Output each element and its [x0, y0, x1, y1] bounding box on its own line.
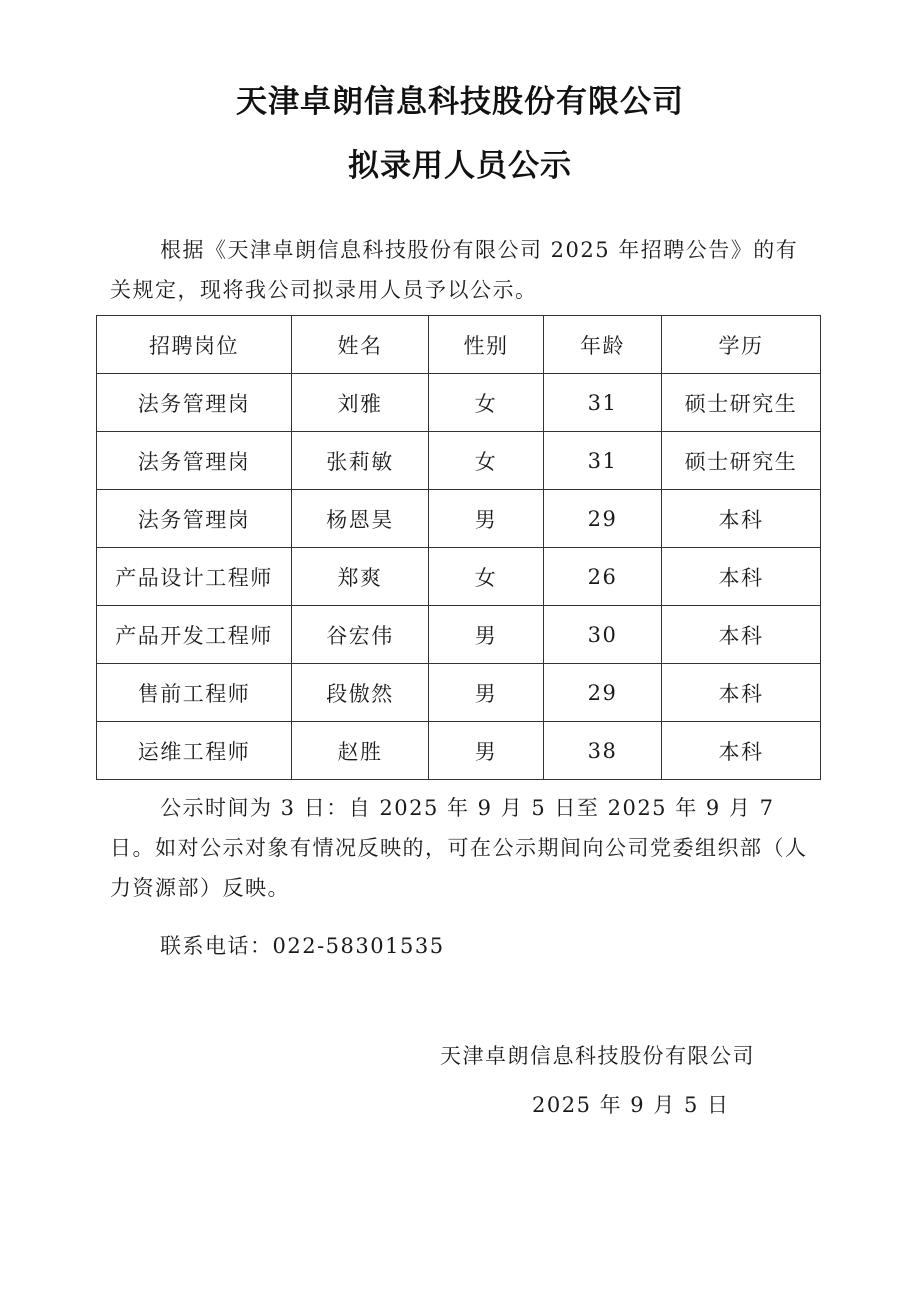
cell-name: 张莉敏 — [292, 432, 429, 490]
header-position: 招聘岗位 — [97, 316, 292, 374]
cell-position: 运维工程师 — [97, 722, 292, 780]
table-header-row — [97, 316, 821, 374]
cell-position: 售前工程师 — [97, 664, 292, 722]
table-row — [97, 606, 821, 664]
cell-education: 本科 — [662, 490, 821, 548]
header-gender: 性别 — [429, 316, 544, 374]
header-education: 学历 — [662, 316, 821, 374]
header-age: 年龄 — [544, 316, 662, 374]
table-row — [97, 548, 821, 606]
cell-gender: 女 — [429, 374, 544, 432]
table-row — [97, 490, 821, 548]
cell-education: 本科 — [662, 606, 821, 664]
cell-position: 法务管理岗 — [97, 432, 292, 490]
cell-age: 38 — [544, 722, 662, 780]
table-row — [97, 432, 821, 490]
table-row — [97, 664, 821, 722]
cell-education: 本科 — [662, 722, 821, 780]
cell-age: 30 — [544, 606, 662, 664]
document-title: 天津卓朗信息科技股份有限公司 — [236, 84, 684, 120]
cell-education: 本科 — [662, 664, 821, 722]
cell-name: 刘雅 — [292, 374, 429, 432]
cell-education: 硕士研究生 — [662, 374, 821, 432]
intro-paragraph: 根据《天津卓朗信息科技股份有限公司 2025 年招聘公告》的有关规定，现将我公司拟录用人员予以公示。 — [110, 238, 799, 302]
hire-list-table — [96, 315, 821, 780]
cell-name: 郑爽 — [292, 548, 429, 606]
cell-gender: 男 — [429, 606, 544, 664]
cell-age: 31 — [544, 432, 662, 490]
cell-education: 硕士研究生 — [662, 432, 821, 490]
cell-gender: 女 — [429, 432, 544, 490]
cell-age: 31 — [544, 374, 662, 432]
cell-gender: 男 — [429, 664, 544, 722]
cell-age: 29 — [544, 664, 662, 722]
cell-age: 29 — [544, 490, 662, 548]
notice-period-paragraph: 公示时间为 3 日：自 2025 年 9 月 5 日至 2025 年 9 月 7 日。如对公示对象有情况反映的，可在公示期间向公司党委组织部（人力资源部）反映。 — [110, 796, 808, 900]
table-row — [97, 374, 821, 432]
cell-age: 26 — [544, 548, 662, 606]
document-subtitle: 拟录用人员公示 — [348, 148, 572, 184]
contact-phone: 联系电话：022-58301535 — [160, 934, 445, 958]
header-name: 姓名 — [292, 316, 429, 374]
signature-date: 2025 年 9 月 5 日 — [532, 1093, 730, 1117]
cell-position: 产品开发工程师 — [97, 606, 292, 664]
cell-position: 法务管理岗 — [97, 374, 292, 432]
cell-name: 赵胜 — [292, 722, 429, 780]
cell-education: 本科 — [662, 548, 821, 606]
cell-gender: 男 — [429, 722, 544, 780]
cell-name: 段傲然 — [292, 664, 429, 722]
cell-position: 法务管理岗 — [97, 490, 292, 548]
cell-name: 谷宏伟 — [292, 606, 429, 664]
signature-company: 天津卓朗信息科技股份有限公司 — [440, 1044, 755, 1068]
cell-position: 产品设计工程师 — [97, 548, 292, 606]
table-row — [97, 722, 821, 780]
cell-gender: 男 — [429, 490, 544, 548]
cell-name: 杨恩昊 — [292, 490, 429, 548]
cell-gender: 女 — [429, 548, 544, 606]
